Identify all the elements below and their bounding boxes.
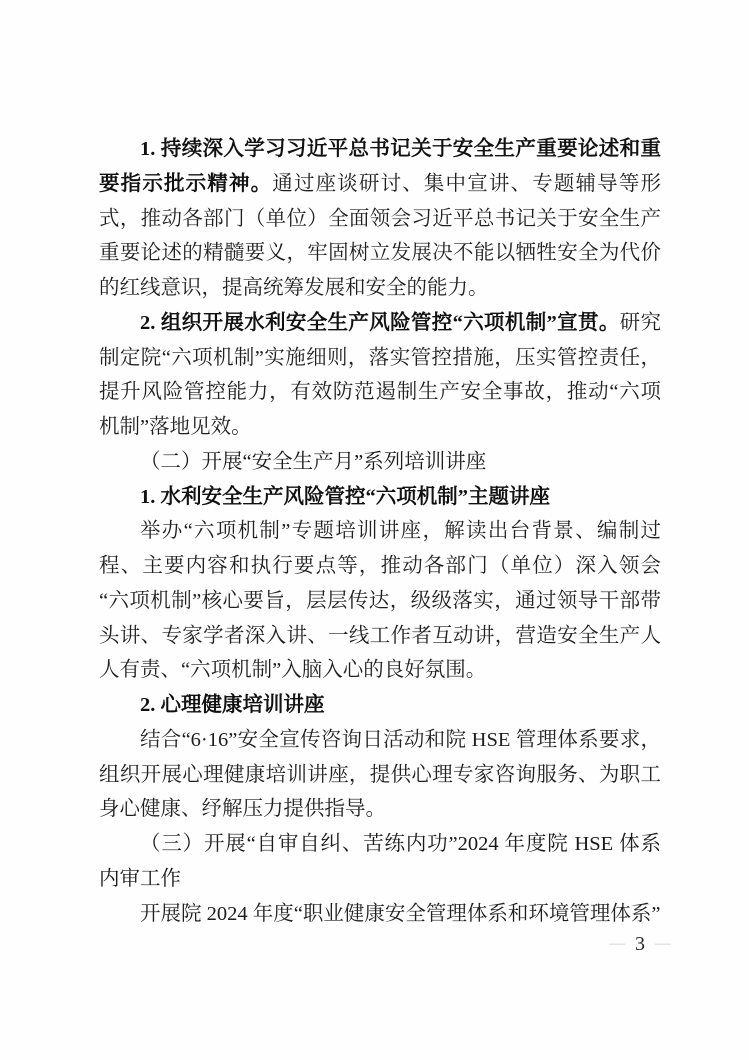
paragraph-six-mechanisms [99, 306, 661, 445]
section-heading-3: （三）开展“自审自纠、苦练内功”2024 年度院 HSE 体系内审工作 [99, 833, 661, 890]
document-body [99, 132, 661, 931]
paragraph-study-directives [99, 132, 661, 306]
section-heading-2: （二）开展“安全生产月”系列培训讲座 [140, 450, 487, 473]
paragraph-lead-bold: 1. 持续深入学习习近平总书记关于安全生产重要论述和重要指示批示精神。 [99, 138, 661, 195]
paragraph-body-text: 研究制定院“六项机制”实施细则，落实管控措施，压实管控责任，提升风险管控能力，有效防范遏制生产安全事故，推动“六项机制”落地见效。 [99, 311, 662, 438]
paragraph-hse-audit-body: 开展院 2024 年度“职业健康安全管理体系和环境管理体系” [140, 902, 661, 925]
page-footer [575, 930, 705, 958]
page-number-dash-right: — [655, 935, 671, 952]
paragraph-lead-bold: 2. 组织开展水利安全生产风险管控“六项机制”宣贯。 [140, 311, 620, 334]
subsection-heading-lecture-1: 1. 水利安全生产风险管控“六项机制”主题讲座 [140, 485, 550, 508]
page-number: 3 [635, 933, 645, 955]
paragraph-body-text: 通过座谈研讨、集中宣讲、专题辅导等形式，推动各部门（单位）全面领会习近平总书记关于安全生产重要论述的精髓要义，牢固树立发展决不能以牺牲安全为代价的红线意识，提高统筹发展和安全的能力。 [99, 172, 662, 299]
paragraph-lecture-2-body: 结合“6·16”安全宣传咨询日活动和院 HSE 管理体系要求，组织开展心理健康培训讲座，提供心理专家咨询服务、为职工身心健康、纾解压力提供指导。 [99, 728, 661, 821]
subsection-heading-lecture-2: 2. 心理健康培训讲座 [140, 694, 325, 716]
page-number-dash-left: — [609, 935, 625, 952]
paragraph-lecture-1-body: 举办“六项机制”专题培训讲座，解读出台背景、编制过程、主要内容和执行要点等，推动各部门（单位）深入领会“六项机制”核心要旨，层层传达，级级落实，通过领导干部带头讲、专家学者深入讲、一线工作者互动讲，营造安全生产人人有责、“六项机制”入脑入心的良好氛围。 [99, 520, 661, 682]
